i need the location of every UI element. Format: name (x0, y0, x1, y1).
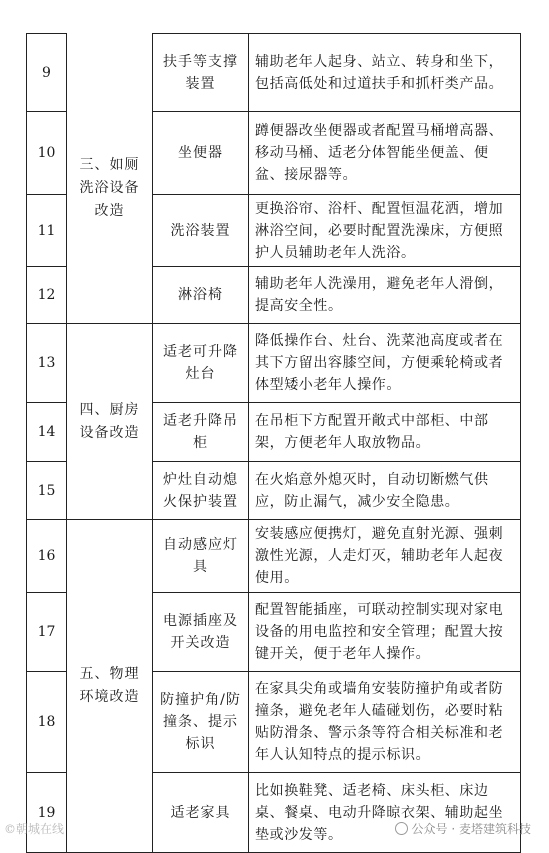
category-label: 五、物理环境改造 (79, 666, 140, 705)
item-name: 炉灶自动熄火保护装置 (153, 462, 249, 520)
item-name: 电源插座及开关改造 (153, 593, 249, 672)
row-number: 18 (27, 672, 67, 773)
row-number: 9 (27, 34, 67, 112)
category-label: 三、如厕洗浴设备改造 (79, 156, 140, 219)
item-description: 配置智能插座，可联动控制实现对家电设备的用电监控和安全管理；配置大按键开关，便于老年人操作。 (249, 593, 521, 672)
item-name: 适老升降吊柜 (153, 403, 249, 462)
item-name: 自动感应灯具 (153, 520, 249, 593)
category-cell-environment (67, 520, 153, 853)
item-description: 辅助老年人起身、站立、转身和坐下，包括高低处和过道扶手和抓杆类产品。 (249, 34, 521, 112)
item-description: 蹲便器改坐便器或者配置马桶增高器、移动马桶、适老分体智能坐便盖、便盆、接尿器等。 (249, 112, 521, 195)
item-description: 辅助老年人洗澡用，避免老年人滑倒，提高安全性。 (249, 267, 521, 324)
item-description: 比如换鞋凳、适老椅、床头柜、床边桌、餐桌、电动升降晾衣架、辅助起坐垫或沙发等。 (249, 773, 521, 853)
item-description: 在吊柜下方配置开敞式中部柜、中部架，方便老年人取放物品。 (249, 403, 521, 462)
wechat-icon (395, 822, 408, 835)
row-number: 13 (27, 324, 67, 403)
item-name: 坐便器 (153, 112, 249, 195)
row-number: 10 (27, 112, 67, 195)
row-number: 15 (27, 462, 67, 520)
item-name: 扶手等支撑装置 (153, 34, 249, 112)
table-row (27, 520, 521, 593)
row-number: 19 (27, 773, 67, 853)
row-number: 17 (27, 593, 67, 672)
category-label: 四、厨房设备改造 (79, 401, 140, 441)
item-name: 适老可升降灶台 (153, 324, 249, 403)
watermark-right (395, 820, 531, 837)
row-number: 16 (27, 520, 67, 593)
category-cell-kitchen (67, 324, 153, 520)
row-number: 12 (27, 267, 67, 324)
item-description: 降低操作台、灶台、洗菜池高度或者在其下方留出容膝空间，方便乘轮椅或者体型矮小老年人操作。 (249, 324, 521, 403)
watermark-left: ©朝城在线 (4, 822, 65, 836)
watermark-right-text: 公众号 · 麦塔建筑科技 (411, 822, 531, 836)
item-description: 在火焰意外熄灭时，自动切断燃气供应，防止漏气，减少安全隐患。 (249, 462, 521, 520)
category-cell-bath (67, 34, 153, 324)
item-description: 安装感应便携灯，避免直射光源、强刺激性光源，人走灯灭，辅助老年人起夜使用。 (249, 520, 521, 593)
item-name: 洗浴装置 (153, 195, 249, 267)
table-row (27, 324, 521, 403)
item-name: 淋浴椅 (153, 267, 249, 324)
table-row (27, 34, 521, 112)
renovation-items-table (26, 33, 521, 853)
row-number: 11 (27, 195, 67, 267)
item-description: 在家具尖角或墙角安装防撞护角或者防撞条，避免老年人磕碰划伤，必要时粘贴防滑条、警示条等符合相关标准和老年人认知特点的提示标识。 (249, 672, 521, 773)
row-number: 14 (27, 403, 67, 462)
item-description: 更换浴帘、浴杆、配置恒温花洒，增加淋浴空间，必要时配置洗澡床，方便照护人员辅助老年人洗浴。 (249, 195, 521, 267)
item-name: 防撞护角/防撞条、提示标识 (153, 672, 249, 773)
item-name: 适老家具 (153, 773, 249, 853)
